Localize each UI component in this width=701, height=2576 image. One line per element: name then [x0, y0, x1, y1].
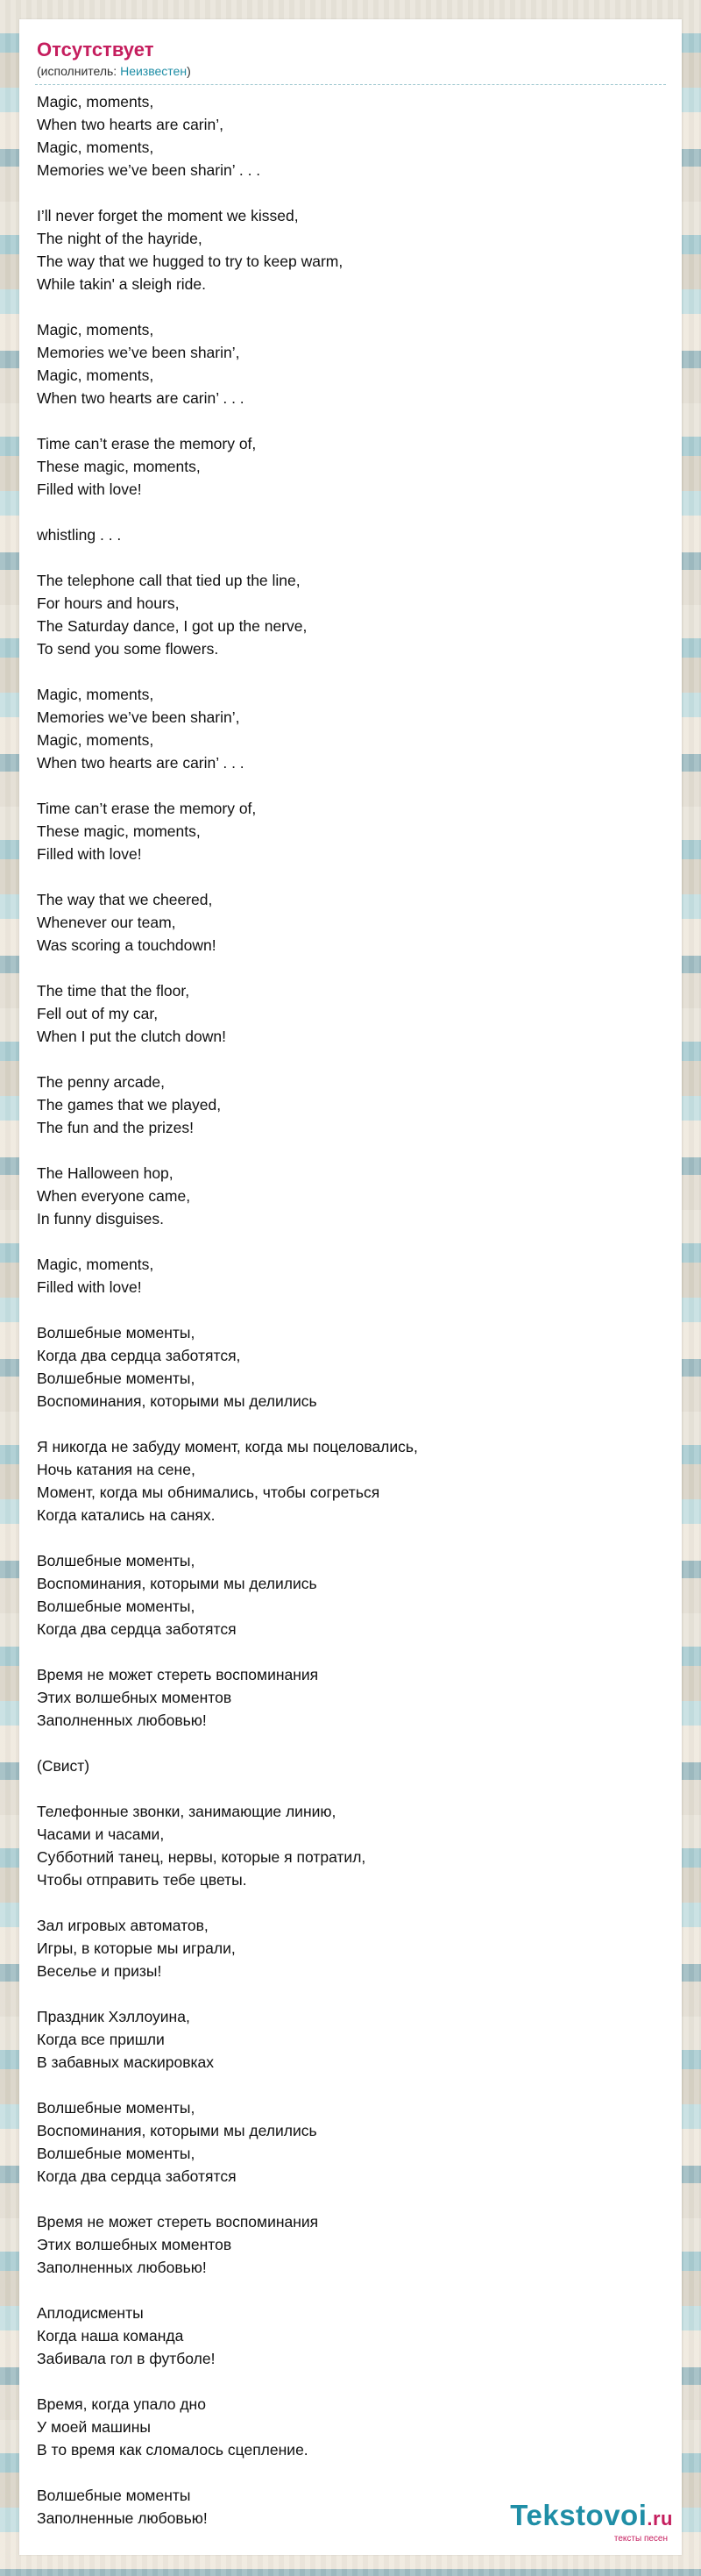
- lyric-line: Зал игровых автоматов,: [37, 1917, 209, 1934]
- lyric-line: Телефонные звонки, занимающие линию,: [37, 1803, 336, 1820]
- lyric-line: Заполненных любовью!: [37, 2259, 207, 2276]
- lyric-line: When two hearts are carin’ . . .: [37, 389, 244, 407]
- lyric-line: Воспоминания, которыми мы делились: [37, 2122, 317, 2139]
- performer-suffix: ): [187, 64, 191, 78]
- lyric-line: Filled with love!: [37, 845, 142, 863]
- lyric-line: Аплодисменты: [37, 2304, 144, 2322]
- logo-name: Tekstovoi: [510, 2499, 648, 2531]
- stanza-break: [37, 1982, 664, 2005]
- lyric-line: For hours and hours,: [37, 594, 180, 612]
- lyric-line: The fun and the prizes!: [37, 1119, 194, 1136]
- lyric-line: The night of the hayride,: [37, 230, 202, 247]
- performer-line: [37, 63, 664, 79]
- lyric-line: The games that we played,: [37, 1096, 222, 1114]
- lyric-line: Волшебные моменты,: [37, 1370, 195, 1387]
- lyric-line: Fell out of my car,: [37, 1005, 159, 1022]
- stanza-break: [37, 1640, 664, 1663]
- logo-wordmark: [510, 2501, 673, 2534]
- lyric-line: Воспоминания, которыми мы делились: [37, 1575, 317, 1592]
- lyric-line: Time can’t erase the memory of,: [37, 800, 257, 817]
- lyric-line: When everyone came,: [37, 1187, 191, 1205]
- lyric-line: Memories we’ve been sharin’,: [37, 344, 240, 361]
- lyric-line: В забавных маскировках: [37, 2053, 215, 2071]
- stanza-break: [37, 1048, 664, 1071]
- lyric-line: Memories we’ve been sharin’ . . .: [37, 161, 261, 179]
- lyric-line: whistling . . .: [37, 526, 122, 544]
- lyric-line: Волшебные моменты,: [37, 1324, 195, 1341]
- stanza-break: [37, 546, 664, 569]
- lyric-line: Magic, moments,: [37, 366, 154, 384]
- lyric-line: These magic, moments,: [37, 822, 201, 840]
- lyric-line: The telephone call that tied up the line,: [37, 572, 301, 589]
- stanza-break: [37, 409, 664, 432]
- stanza-break: [37, 1526, 664, 1549]
- lyric-line: Was scoring a touchdown!: [37, 936, 216, 954]
- stanza-break: [37, 1732, 664, 1754]
- stanza-break: [37, 2188, 664, 2210]
- lyric-line: Filled with love!: [37, 480, 142, 498]
- stanza-break: [37, 1230, 664, 1253]
- lyric-line: Ночь катания на сене,: [37, 1461, 195, 1478]
- lyric-line: When two hearts are carin’,: [37, 116, 224, 133]
- lyric-line: Когда наша команда: [37, 2327, 184, 2345]
- lyric-line: Волшебные моменты,: [37, 1552, 195, 1569]
- lyric-line: Magic, moments,: [37, 139, 154, 156]
- artist-link[interactable]: Неизвестен: [120, 64, 188, 78]
- lyric-line: These magic, moments,: [37, 458, 201, 475]
- lyric-line: Забивала гол в футболе!: [37, 2350, 216, 2367]
- stanza-break: [37, 2370, 664, 2393]
- lyric-line: Magic, moments,: [37, 321, 154, 338]
- lyric-line: Праздник Хэллоуина,: [37, 2008, 190, 2025]
- stanza-break: [37, 2074, 664, 2096]
- lyric-line: Этих волшебных моментов: [37, 2236, 232, 2253]
- lyric-line: В то время как сломалось сцепление.: [37, 2441, 308, 2459]
- lyric-line: Волшебные моменты: [37, 2487, 191, 2504]
- stanza-break: [37, 501, 664, 523]
- song-header: [19, 19, 682, 79]
- stanza-break: [37, 1413, 664, 1435]
- lyric-line: Волшебные моменты,: [37, 2099, 195, 2117]
- stanza-break: [37, 774, 664, 797]
- lyric-line: Заполненные любовью!: [37, 2509, 208, 2527]
- stanza-break: [37, 660, 664, 683]
- stanza-break: [37, 1777, 664, 1800]
- logo-tagline: тексты песен: [613, 2534, 668, 2544]
- lyric-line: Время, когда упало дно: [37, 2395, 206, 2413]
- lyric-line: Момент, когда мы обнимались, чтобы согреться: [37, 1484, 380, 1501]
- lyric-line: When I put the clutch down!: [37, 1028, 226, 1045]
- song-title: Отсутствует: [37, 39, 154, 60]
- lyric-line: Magic, moments,: [37, 686, 154, 703]
- lyric-line: Когда все пришли: [37, 2031, 165, 2048]
- lyric-line: Когда два сердца заботятся: [37, 1620, 237, 1638]
- lyric-line: Time can’t erase the memory of,: [37, 435, 257, 452]
- stanza-break: [37, 295, 664, 318]
- lyric-line: (Свист): [37, 1757, 90, 1775]
- lyric-line: Magic, moments,: [37, 93, 154, 110]
- lyric-line: Воспоминания, которыми мы делились: [37, 1392, 317, 1410]
- lyric-line: Filled with love!: [37, 1278, 142, 1296]
- lyric-line: Часами и часами,: [37, 1825, 165, 1843]
- logo-tld: .ru: [647, 2508, 673, 2530]
- lyric-line: Этих волшебных моментов: [37, 1689, 232, 1706]
- lyric-line: When two hearts are carin’ . . .: [37, 754, 244, 772]
- lyric-line: Время не может стереть воспоминания: [37, 1666, 319, 1683]
- lyric-line: Memories we’ve been sharin’,: [37, 708, 240, 726]
- lyric-line: In funny disguises.: [37, 1210, 164, 1228]
- lyric-line: The way that we cheered,: [37, 891, 213, 908]
- lyric-line: Когда катались на санях.: [37, 1506, 216, 1524]
- lyric-line: Время не может стереть воспоминания: [37, 2213, 319, 2231]
- lyric-line: Magic, moments,: [37, 731, 154, 749]
- site-logo[interactable]: [510, 2501, 673, 2544]
- lyric-line: Субботний танец, нервы, которые я потратил,: [37, 1848, 366, 1866]
- lyric-line: I’ll never forget the moment we kissed,: [37, 207, 299, 224]
- lyric-line: While takin' a sleigh ride.: [37, 275, 207, 293]
- stanza-break: [37, 181, 664, 204]
- stanza-break: [37, 957, 664, 979]
- lyric-line: Волшебные моменты,: [37, 1598, 195, 1615]
- lyric-line: The time that the floor,: [37, 982, 190, 1000]
- lyric-line: To send you some flowers.: [37, 640, 219, 658]
- lyric-line: Whenever our team,: [37, 914, 176, 931]
- lyric-line: Волшебные моменты,: [37, 2145, 195, 2162]
- lyric-line: Заполненных любовью!: [37, 1711, 207, 1729]
- lyric-line: Игры, в которые мы играли,: [37, 1939, 236, 1957]
- stanza-break: [37, 2279, 664, 2302]
- lyric-line: Я никогда не забуду момент, когда мы поцеловались,: [37, 1438, 418, 1455]
- lyric-line: Чтобы отправить тебе цветы.: [37, 1871, 247, 1889]
- lyric-line: Когда два сердца заботятся,: [37, 1347, 241, 1364]
- stanza-break: [37, 865, 664, 888]
- stanza-break: [37, 2461, 664, 2484]
- lyric-line: Веселье и призы!: [37, 1962, 162, 1980]
- lyric-line: Magic, moments,: [37, 1256, 154, 1273]
- lyric-line: The Saturday dance, I got up the nerve,: [37, 617, 308, 635]
- lyric-line: The Halloween hop,: [37, 1164, 173, 1182]
- lyric-line: The penny arcade,: [37, 1073, 165, 1091]
- stanza-break: [37, 1891, 664, 1914]
- lyric-line: Когда два сердца заботятся: [37, 2167, 237, 2185]
- lyric-line: У моей машины: [37, 2418, 151, 2436]
- stanza-break: [37, 1139, 664, 1162]
- performer-prefix: (исполнитель:: [37, 64, 121, 78]
- lyrics-page: [19, 19, 682, 2555]
- stanza-break: [37, 1299, 664, 1321]
- lyrics-text: [19, 85, 682, 2530]
- lyric-line: The way that we hugged to try to keep warm,: [37, 253, 343, 270]
